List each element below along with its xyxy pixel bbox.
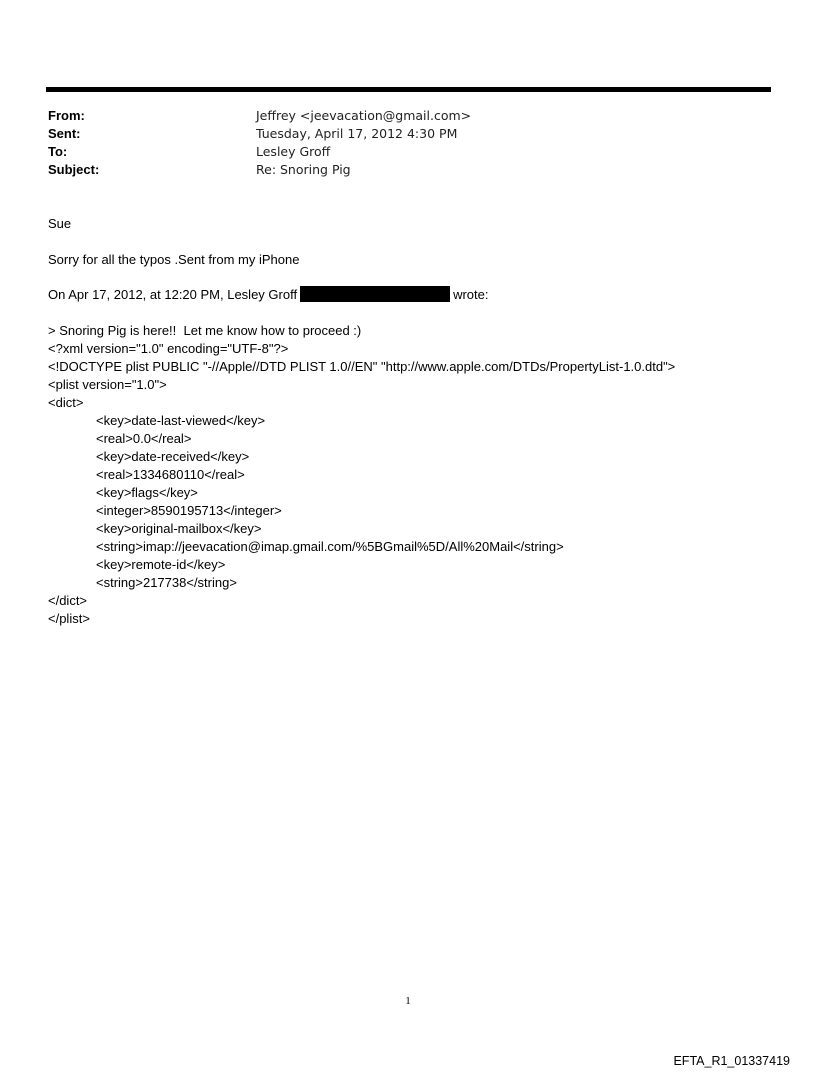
quoted-line: <dict>: [48, 395, 84, 410]
header-label: Subject:: [48, 162, 100, 177]
header-label: From:: [48, 108, 85, 123]
header-value: Lesley Groff: [256, 144, 331, 159]
document-id: EFTA_R1_01337419: [673, 1054, 790, 1068]
quoted-line: </dict>: [48, 593, 88, 608]
quoted-line: <key>date-last-viewed</key>: [96, 413, 266, 428]
header-from: [48, 107, 471, 125]
header-label: Sent:: [48, 126, 81, 141]
header-to: [48, 143, 471, 161]
header-value: Tuesday, April 17, 2012 4:30 PM: [256, 126, 458, 141]
quoted-line: > Snoring Pig is here!! Let me know how to proceed :): [48, 323, 362, 338]
quoted-line: <key>date-received</key>: [96, 449, 250, 464]
signature-line: Sorry for all the typos .Sent from my iPhone: [48, 252, 300, 267]
quoted-line: <integer>8590195713</integer>: [96, 503, 282, 518]
quoted-line: <key>remote-id</key>: [96, 557, 226, 572]
quoted-line: <key>flags</key>: [96, 485, 198, 500]
quoted-line: </plist>: [48, 611, 90, 626]
reply-intro: [48, 286, 488, 304]
greeting: Sue: [48, 216, 72, 231]
quoted-line: <string>imap://jeevacation@imap.gmail.com/%5BGmail%5D/All%20Mail</string>: [96, 539, 564, 554]
reply-intro-text: On Apr 17, 2012, at 12:20 PM, Lesley Groff: [48, 287, 298, 302]
quoted-line: <real>0.0</real>: [96, 431, 192, 446]
quoted-line: <?xml version="1.0" encoding="UTF-8"?>: [48, 341, 289, 356]
header-divider: [46, 87, 771, 92]
quoted-line: <string>217738</string>: [96, 575, 237, 590]
header-value: Re: Snoring Pig: [256, 162, 351, 177]
quoted-line: <plist version="1.0">: [48, 377, 167, 392]
page-number: 1: [405, 995, 411, 1007]
quoted-line: <key>original-mailbox</key>: [96, 521, 262, 536]
header-label: To:: [48, 144, 68, 159]
quoted-line: <real>1334680110</real>: [96, 467, 245, 482]
header-subject: [48, 161, 471, 179]
quoted-message: [48, 322, 675, 628]
header-value: Jeffrey <jeevacation@gmail.com>: [256, 108, 472, 123]
redaction-box: [300, 286, 450, 302]
email-headers: [48, 107, 471, 179]
header-sent: [48, 125, 471, 143]
reply-intro-wrote: wrote:: [453, 287, 489, 302]
quoted-line: <!DOCTYPE plist PUBLIC "-//Apple//DTD PLIST 1.0//EN" "http://www.apple.com/DTDs/PropertyList-1.0.dtd">: [48, 359, 676, 374]
